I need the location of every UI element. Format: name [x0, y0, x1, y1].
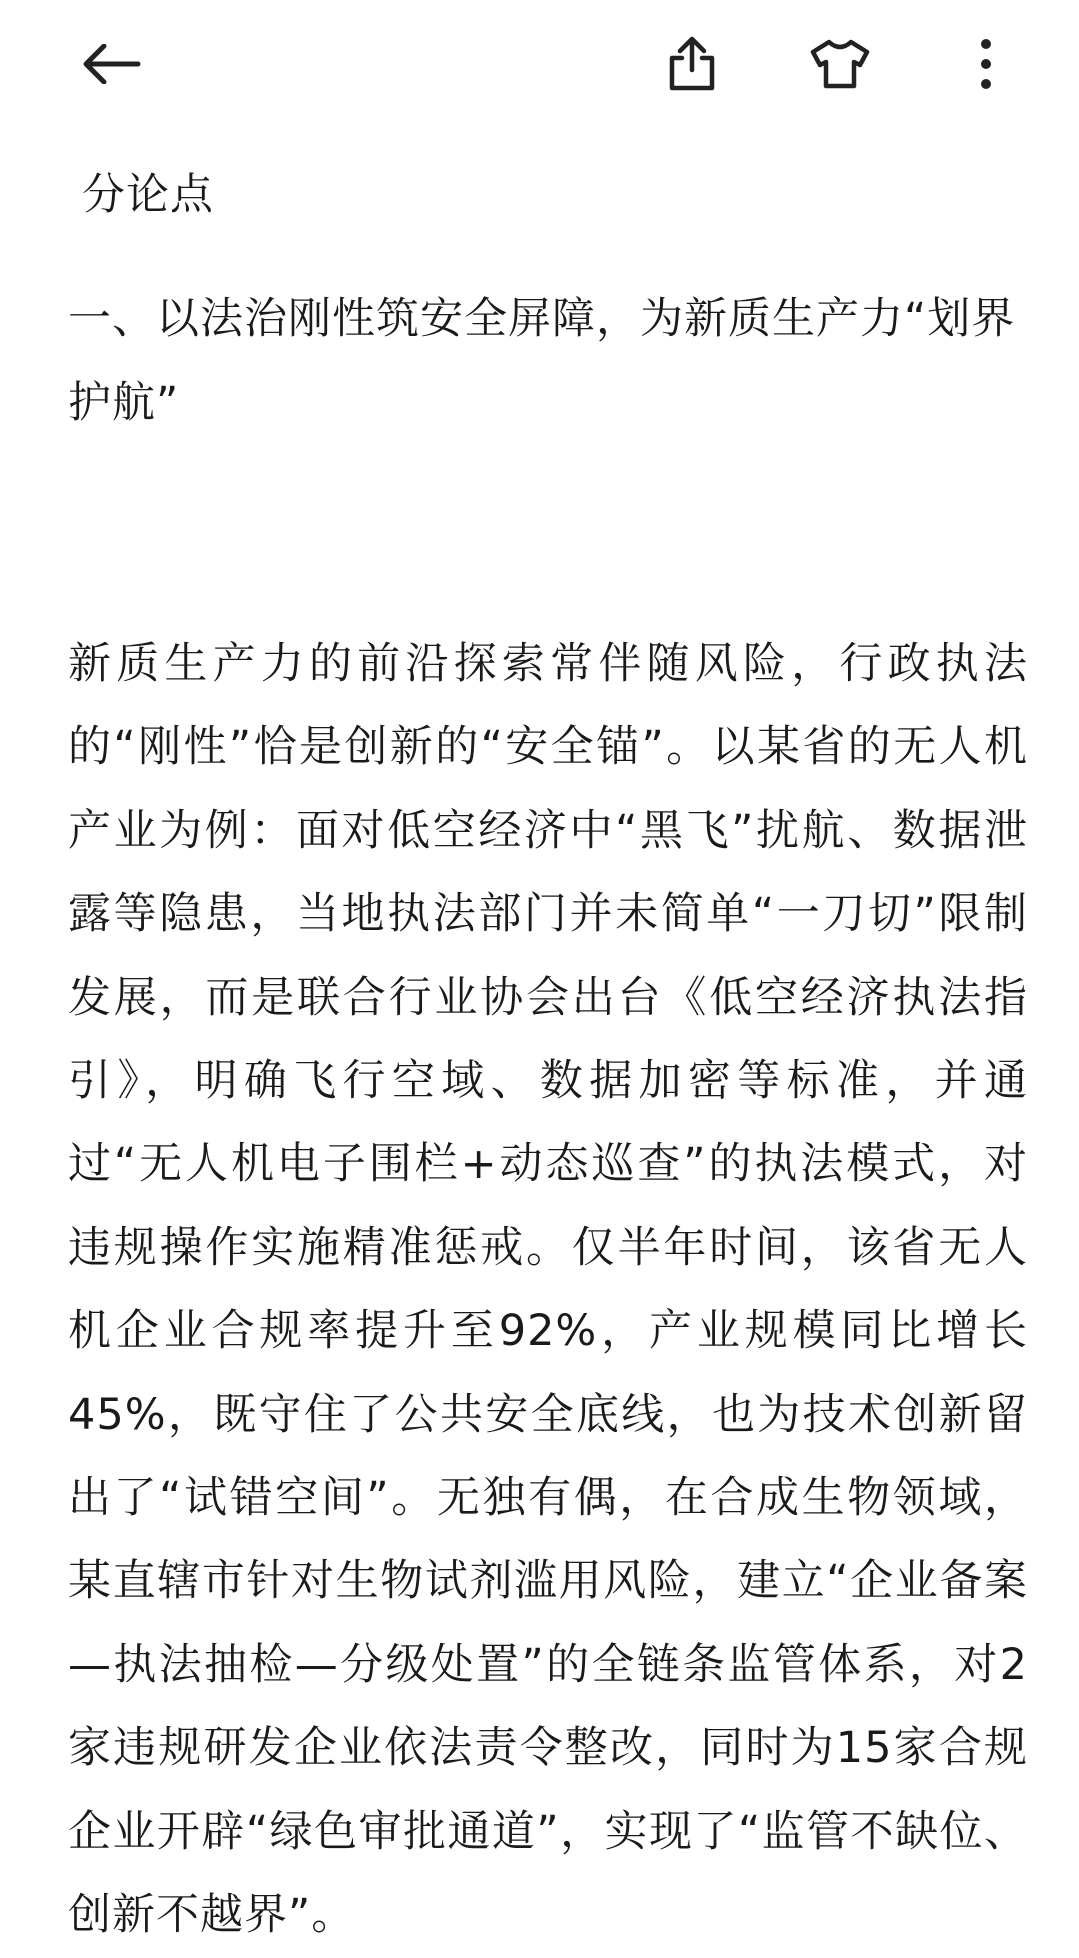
more-options-button[interactable]: [944, 22, 1028, 106]
share-upload-icon: [666, 36, 718, 92]
vertical-dots-icon: [979, 38, 993, 90]
top-toolbar: [0, 0, 1079, 130]
body-paragraph: 新质生产力的前沿探索常伴随风险，行政执法的“刚性”恰是创新的“安全锚”。以某省的无人机产业为例：面对低空经济中“黑飞”扰航、数据泄露等隐患，当地执法部门并未简单“一刀切”限制发展，而是联合行业协会出台《低空经济执法指引》，明确飞行空域、数据加密等标准，并通过“无人机电子围栏+动态巡查”的执法模式，对违规操作实施精准惩戒。仅半年时间，该省无人机企业合规率提升至92%，产业规模同比增长45%，既守住了公共安全底线，也为技术创新留出了“试错空间”。无独有偶，在合成生物领域，某直辖市针对生物试剂滥用风险，建立“企业备案—执法抽检—分级处置”的全链条监管体系，对2家违规研发企业依法责令整改，同时为15家合规企业开辟“绿色审批通道”，实现了“监管不缺位、创新不越界”。: [68, 639, 1028, 1941]
section-label: 分论点: [82, 170, 214, 220]
share-button[interactable]: [650, 22, 734, 106]
back-button[interactable]: [70, 22, 154, 106]
section-heading: 一、以法治刚性筑安全屏障，为新质生产力“划界护航”: [68, 294, 1016, 428]
theme-button[interactable]: [798, 22, 882, 106]
arrow-left-icon: [82, 44, 142, 84]
tshirt-icon: [809, 38, 871, 90]
